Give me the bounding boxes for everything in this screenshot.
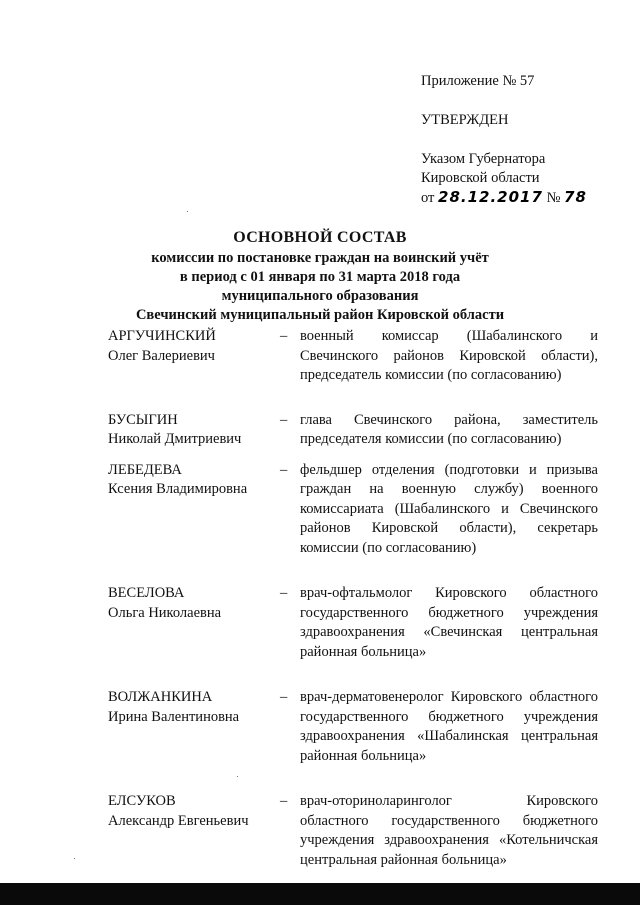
- heading-line-3: муниципального образования: [221, 288, 419, 304]
- member-given-name: Александр Евгеньевич: [108, 812, 249, 829]
- number-prefix: №: [546, 190, 561, 206]
- member-dash: –: [280, 411, 288, 428]
- member-name-block: [108, 411, 280, 450]
- member-surname: ВОЛЖАНКИНА: [108, 689, 213, 705]
- member-name-block: [108, 688, 280, 766]
- member-entry: [108, 411, 598, 450]
- approved-label: УТВЕРЖДЕН: [421, 112, 509, 128]
- member-given-name: Ольга Николаевна: [108, 604, 222, 621]
- member-given-name: Олег Валериевич: [108, 347, 215, 364]
- scan-speck: [74, 858, 75, 859]
- decree-line-1: Указом Губернатора: [421, 151, 546, 167]
- member-name-block: [108, 327, 280, 386]
- scan-speck: [187, 211, 188, 212]
- member-surname: ЕЛСУКОВ: [108, 793, 176, 809]
- decree-date-line: [421, 188, 621, 208]
- heading-line-1: комиссии по постановке граждан на воинский учёт: [151, 250, 489, 266]
- document-heading: [0, 227, 640, 325]
- member-role: глава Свечинского района, заместитель председателя комиссии (по согласованию): [300, 411, 598, 447]
- member-entry: [108, 584, 598, 662]
- member-role: врач-офтальмолог Кировского областного государственного бюджетного учреждения здравоохранения «Свечинская центральная районная больница»: [300, 585, 598, 660]
- member-given-name: Ксения Владимировна: [108, 481, 248, 497]
- member-dash: –: [280, 328, 288, 344]
- member-surname: ВЕСЕЛОВА: [108, 585, 185, 601]
- approval-stamp-block: [421, 72, 621, 208]
- member-dash: –: [280, 461, 288, 478]
- member-name-block: [108, 792, 280, 870]
- member-role: фельдшер отделения (подготовки и призыва граждан на военную службу) военного комиссариата (Шабалинского и Свечинского районов Кировской области), секретарь комиссии (по согласованию): [300, 461, 598, 556]
- member-entry: [108, 327, 598, 386]
- document-title: ОСНОВНОЙ СОСТАВ: [233, 229, 407, 246]
- member-name-block: [108, 461, 280, 559]
- member-dash: –: [280, 689, 288, 705]
- member-given-name: Ирина Валентиновна: [108, 708, 240, 725]
- decree-line-2: Кировской области: [421, 170, 540, 186]
- member-dash: –: [280, 793, 288, 809]
- heading-line-2: в период с 01 января по 31 марта 2018 года: [179, 269, 461, 285]
- handwritten-date: 28.12.2017: [438, 188, 543, 206]
- date-prefix: от: [421, 190, 435, 206]
- handwritten-number: 78: [564, 188, 587, 206]
- member-role: военный комиссар (Шабалинского и Свечинского районов Кировской области), председатель комиссии (по согласованию): [300, 328, 598, 383]
- member-entry: [108, 792, 598, 870]
- heading-line-4: Свечинский муниципальный район Кировской области: [135, 307, 505, 323]
- scan-speck: [237, 776, 238, 777]
- member-entry: [108, 688, 598, 766]
- member-role: врач-оториноларинголог Кировского областного государственного бюджетного учреждения здравоохранения «Котельничская центральная районная больница»: [300, 793, 598, 868]
- member-surname: АРГУЧИНСКИЙ: [108, 328, 216, 344]
- member-name-block: [108, 584, 280, 662]
- member-given-name: Николай Дмитриевич: [108, 431, 242, 447]
- member-surname: ЛЕБЕДЕВА: [108, 461, 182, 478]
- commission-members-list: [108, 327, 598, 870]
- appendix-number: Приложение № 57: [421, 73, 535, 89]
- member-role: врач-дерматовенеролог Кировского областного государственного бюджетного учреждения здравоохранения «Шабалинская центральная районная больница»: [300, 689, 598, 764]
- scan-edge-bar: [0, 883, 640, 905]
- member-entry: [108, 461, 598, 559]
- member-surname: БУСЫГИН: [108, 411, 178, 428]
- member-dash: –: [280, 585, 288, 601]
